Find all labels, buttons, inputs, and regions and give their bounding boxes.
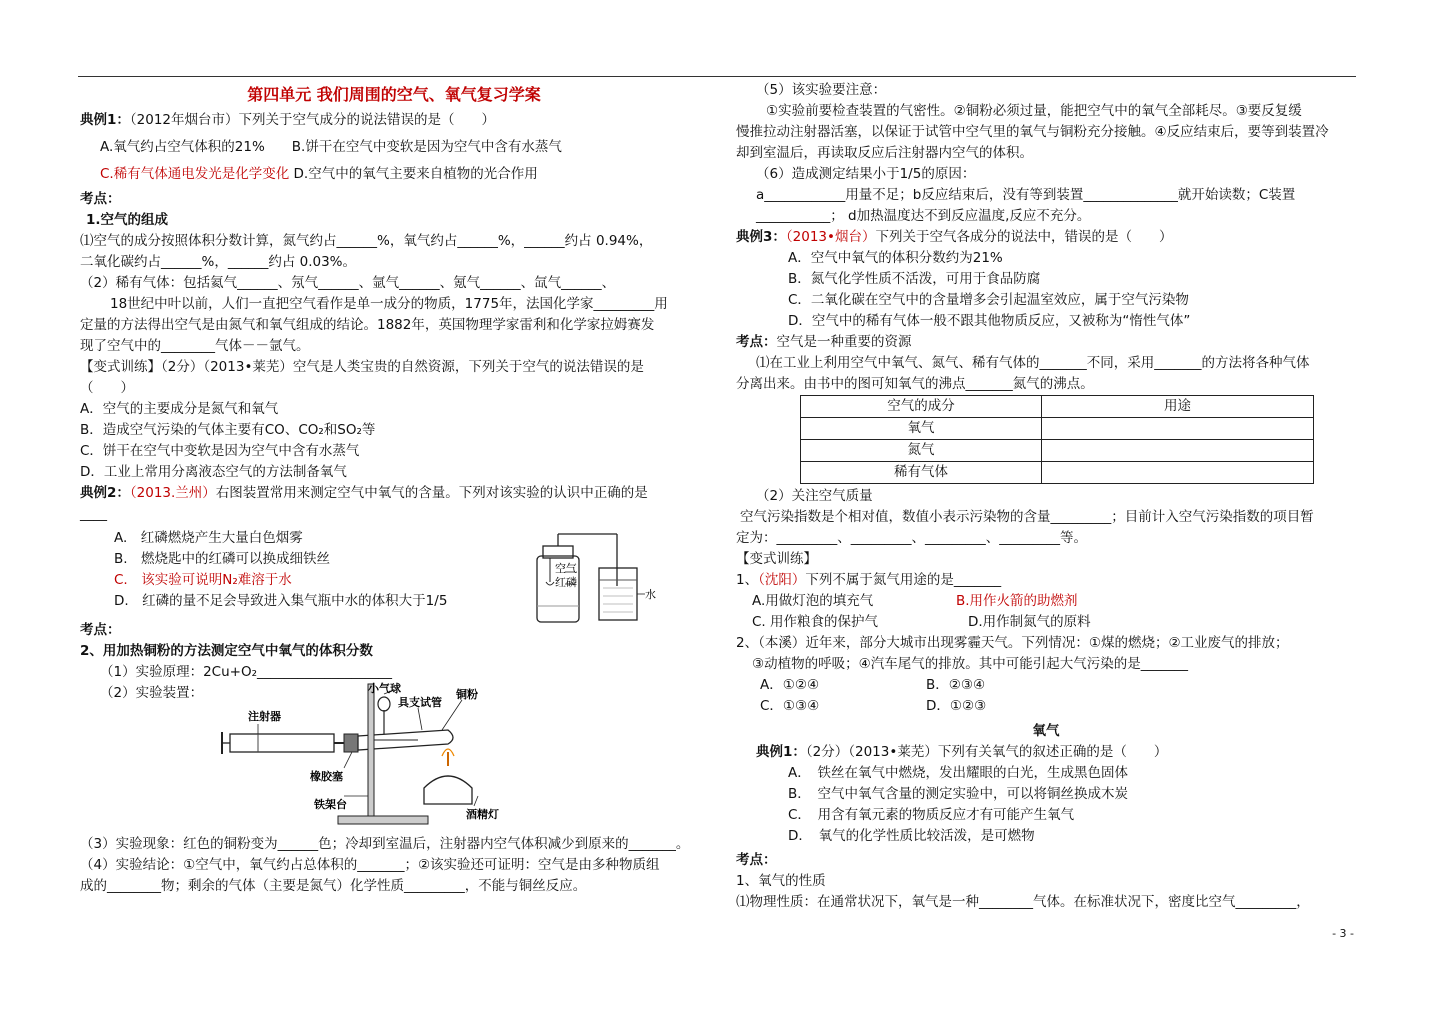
oxygen-heading: 氧气 (1032, 723, 1060, 739)
notes-line: ①实验前要检查装置的气密性。②铜粉必须过量，能把空气中的氧气全部耗尽。③要反复缓 (766, 103, 1302, 119)
option-b: B．②③④ (926, 677, 986, 693)
question-2: 2、（本溪）近年来，部分大城市出现雾霾天气。下列情况：①煤的燃烧；②工业废气的排放； (736, 635, 1289, 651)
section-2-heading: 2、用加热铜粉的方法测定空气中氧气的体积分数 (80, 643, 373, 659)
option-a: A. 红磷燃烧产生大量白色烟雾 (114, 530, 303, 546)
option-c: C. 用作粮食的保护气 (752, 614, 879, 630)
page-title: 第四单元 我们周围的空气、氧气复习学案 (247, 85, 541, 104)
option-d: D．空气中的稀有气体一般不跟其他物质反应，又被称为“惰性气体” (788, 313, 1191, 329)
resource-line: 分离出来。由书中的图可知氧气的沸点_______氮气的沸点。 (736, 376, 1094, 392)
example-label: 典例1： (80, 112, 130, 128)
example-label: 典例3： (736, 229, 786, 245)
table-row (801, 440, 1314, 462)
option-b: B. 燃烧匙中的红磷可以换成细铁丝 (114, 551, 331, 567)
source-label: （2013•烟台） (785, 229, 876, 245)
source-label: （沈阳） (758, 572, 806, 588)
option-b: B． 空气中氧气含量的测定实验中，可以将铜丝换成木炭 (788, 786, 1129, 802)
kaodian-label: 考点： (736, 334, 777, 350)
option-a: A．空气的主要成分是氮气和氧气 (80, 401, 279, 417)
phosphorus-apparatus-figure (525, 522, 675, 626)
notes-line: 慢推拉动注射器活塞，以保证于试管中空气里的氧气与铜粉充分接触。④反应结束后，要等到装置冷 (736, 124, 1329, 140)
option-c: C.稀有气体通电发光是化学变化 (100, 166, 290, 182)
section-1-line: 现了空气中的________气体－－氩气。 (80, 338, 310, 354)
answer-paren: （ ） (80, 380, 134, 396)
example-3-question (736, 227, 1356, 248)
source-label: （2013.兰州） (129, 485, 216, 501)
section-1-line: ⑴空气的成分按照体积分数计算，氮气约占______%，氧气约占______%，______约占 0.94%， (80, 233, 653, 249)
question-number: 1、 (736, 572, 759, 588)
iron-stand-label: 铁架台 (314, 798, 347, 811)
copper-heating-apparatus-figure (218, 680, 518, 830)
section-1-heading: 1.空气的组成 (86, 212, 169, 228)
section-2-line: 成的________物；剩余的气体（主要是氮气）化学性质_________，不能与铜丝反应。 (80, 878, 587, 894)
water-label: 水 (645, 588, 656, 601)
section-1-line: （2）稀有气体：包括氦气______、氖气______、氩气______、氪气______、氙气______、 (80, 275, 616, 291)
kaodian-label: 考点： (80, 191, 121, 207)
table-row (801, 418, 1314, 440)
left-column (80, 80, 708, 897)
air-quality-heading: （2）关注空气质量 (756, 488, 873, 504)
oxygen-example-question (736, 742, 1356, 763)
table-header-cell: 用途 (1042, 396, 1314, 418)
option-d: D．工业上常用分离液态空气的方法制备氧气 (80, 464, 347, 480)
question-text: （2012年烟台市）下列关于空气成分的说法错误的是（ ） (129, 112, 496, 128)
section-1-line: 二氧化碳约占______%，______约占 0.03%。 (80, 254, 357, 270)
copper-powder-label: 铜粉 (456, 688, 478, 701)
option-c: C． 用含有氧元素的物质反应才有可能产生氧气 (788, 807, 1075, 823)
option-d: D．①②③ (926, 698, 987, 714)
table-header-cell: 空气的成分 (801, 396, 1042, 418)
oxygen-properties-line: ⑴物理性质：在通常状况下，氧气是一种________气体。在标准状况下，密度比空气_________， (736, 894, 1310, 910)
question-text: 下列不属于氮气用途的是_______ (805, 572, 1002, 588)
question-1 (736, 570, 1356, 591)
error-causes-line: a____________用量不足；b反应结束后，没有等到装置______________就开始读数；C装置 (756, 187, 1296, 203)
section-2-line: （2）实验装置： (100, 685, 204, 701)
error-causes-line: ___________； d加热温度达不到反应温度,反应不充分。 (756, 208, 1091, 224)
example-label: 典例2： (80, 485, 130, 501)
error-causes-heading: （6）造成测定结果小于1/5的原因： (756, 166, 976, 182)
variant-training-label: 【变式训练】 (736, 551, 817, 567)
table-cell-empty (1042, 418, 1314, 440)
option-a: A． 铁丝在氧气中燃烧，发出耀眼的白光，生成黑色固体 (788, 765, 1128, 781)
table-cell: 氮气 (801, 440, 1042, 462)
variant-training-question: 【变式训练】（2分）（2013•莱芜）空气是人类宝贵的自然资源，下列关于空气的说法错误的是 (80, 359, 644, 375)
question-1-options-cd (736, 612, 1356, 633)
option-d: D.空气中的氧气主要来自植物的光合作用 (289, 166, 538, 182)
option-c: C．①③④ (760, 698, 820, 714)
option-a: A．空气中氧气的体积分数约为21% (788, 250, 1003, 266)
answer-blank: ____ (80, 506, 107, 522)
option-a: A．①②④ (760, 677, 820, 693)
option-b: B．氮气化学性质不活泼，可用于食品防腐 (788, 271, 1041, 287)
kaodian-line (736, 332, 1356, 353)
air-quality-line: 空气污染指数是个相对值，数值小表示污染物的含量_________；目前计入空气污染指数的项目暂 (740, 509, 1314, 525)
right-column (736, 80, 1356, 913)
phosphorus-label: 红磷 (555, 576, 577, 589)
example-1-options-ab: A.氧气约占空气体积的21% B.饼干在空气中变软是因为空气中含有水蒸气 (100, 139, 562, 155)
example-1-options-cd (80, 164, 708, 185)
question-1-options-ab (736, 591, 1356, 612)
option-b: B.用作火箭的助燃剂 (956, 593, 1078, 609)
page-number: - 3 - (1332, 927, 1354, 940)
option-c: C. 该实验可说明N₂难溶于水 (114, 572, 292, 588)
table-row (801, 462, 1314, 484)
alcohol-lamp-label: 酒精灯 (466, 808, 499, 821)
table-header-row (801, 396, 1314, 418)
table-cell-empty (1042, 440, 1314, 462)
example-label: 典例1： (756, 744, 806, 760)
table-cell: 氧气 (801, 418, 1042, 440)
syringe-label: 注射器 (248, 710, 281, 723)
section-1-line: 定量的方法得出空气是由氮气和氧气组成的结论。1882年，英国物理学家雷利和化学家拉姆赛发 (80, 317, 655, 333)
air-label: 空气 (555, 562, 577, 575)
question-2-options-cd (736, 696, 1356, 717)
notes-line: 却到室温后，再读取反应后注射器内空气的体积。 (736, 145, 1033, 161)
question-2: ③动植物的呼吸；④汽车尾气的排放。其中可能引起大气污染的是_______ (752, 656, 1188, 672)
section-2-line: （4）实验结论：①空气中，氧气约占总体积的_______；②该实验还可证明：空气是由多种物质组 (80, 857, 660, 873)
air-uses-table (800, 395, 1314, 484)
example-2-block (80, 528, 708, 620)
option-d: D． 氧气的化学性质比较活泼，是可燃物 (788, 828, 1035, 844)
section-2-line: （3）实验现象：红色的铜粉变为______色；冷却到室温后，注射器内空气体积减少到原来的_______。 (80, 836, 690, 852)
option-d: D. 红磷的量不足会导致进入集气瓶中水的体积大于1/5 (114, 593, 448, 609)
example-1-question (80, 110, 708, 131)
question-2-options-ab (736, 675, 1356, 696)
oxygen-properties-heading: 1、氧气的性质 (736, 873, 826, 889)
option-c: C．二氧化碳在空气中的含量增多会引起温室效应，属于空气污染物 (788, 292, 1189, 308)
option-a: A.用做灯泡的填充气 (752, 593, 874, 609)
question-text: （2分）（2013•莱芜）下列有关氧气的叙述正确的是（ ） (805, 744, 1168, 760)
notes-heading: （5）该实验要注意： (756, 82, 887, 98)
option-d: D.用作制氮气的原料 (968, 614, 1091, 630)
question-text: 下列关于空气各成分的说法中，错误的是（ ） (875, 229, 1173, 245)
example-2-question (80, 483, 708, 504)
kaodian-label: 考点： (736, 852, 777, 868)
resource-line: ⑴在工业上利用空气中氧气、氮气、稀有气体的_______不同，采用_______的方法将各种气体 (756, 355, 1310, 371)
section-1-line: 18世纪中叶以前，人们一直把空气看作是单一成分的物质，1775年，法国化学家_________用 (110, 296, 668, 312)
option-c: C．饼干在空气中变软是因为空气中含有水蒸气 (80, 443, 360, 459)
balloon-label: 小气球 (368, 682, 401, 695)
test-tube-label: 具支试管 (398, 696, 442, 709)
table-cell: 稀有气体 (801, 462, 1042, 484)
table-cell-empty (1042, 462, 1314, 484)
kaodian-label: 考点： (80, 622, 121, 638)
kaodian-text: 空气是一种重要的资源 (776, 334, 912, 350)
air-quality-line: 定为：_________、_________、_________、_________等。 (736, 530, 1087, 546)
question-text: 右图装置常用来测定空气中氧气的含量。下列对该实验的认识中正确的是 (215, 485, 648, 501)
header-rule (78, 76, 1356, 77)
section-2-line: （1）实验原理：2Cu+O₂____________________ (100, 664, 393, 680)
rubber-stopper-label: 橡胶塞 (310, 770, 343, 783)
option-b: B．造成空气污染的气体主要有CO、CO₂和SO₂等 (80, 422, 376, 438)
